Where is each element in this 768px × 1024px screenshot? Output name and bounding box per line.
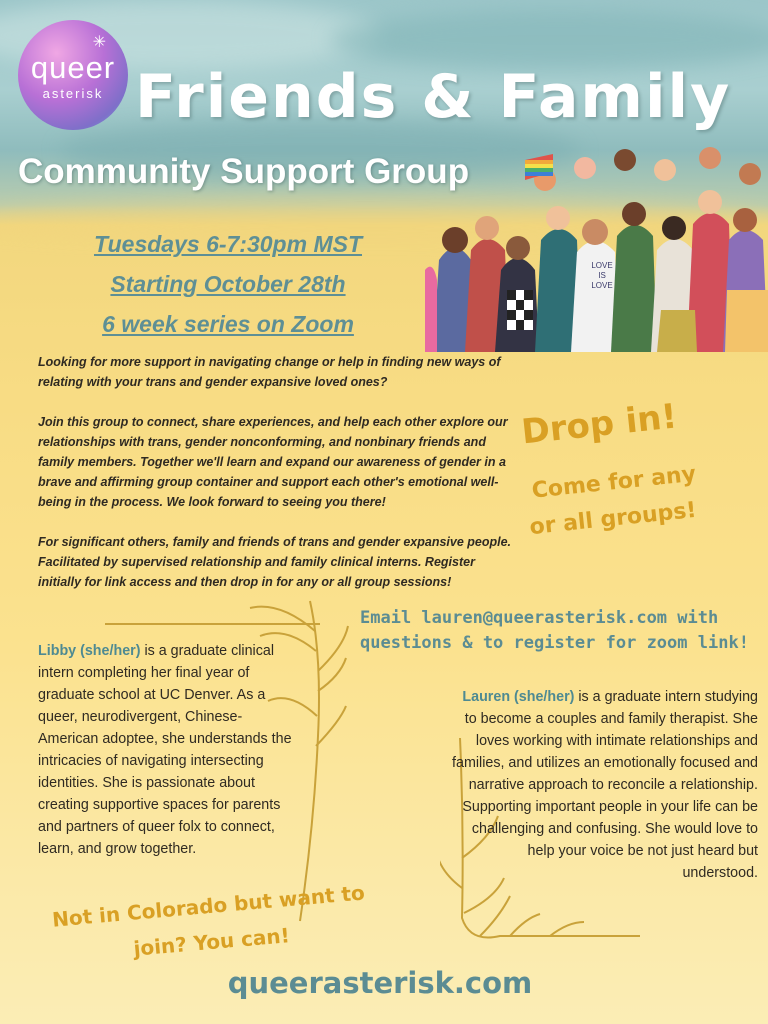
asterisk-icon: ✳	[92, 34, 106, 51]
crowd-sign-line1: LOVE	[591, 261, 613, 270]
email-callout: Email lauren@queerasterisk.com with questions & to register for zoom link!	[360, 608, 749, 653]
schedule-series-format: 6 week series on Zoom	[102, 311, 354, 337]
intro-paragraph: Join this group to connect, share experiences, and help each other explore our relationships with trans, gender nonconforming, and nonbinary friends and family members. Together we'll learn and expand our awareness of gender in a brave and affirming group container and support each other's emotional well-being in the process. We look forward to seeing you there!	[38, 415, 508, 509]
page-subtitle: Community Support Group	[18, 152, 470, 191]
logo-line2: asterisk	[42, 86, 104, 101]
sky-wash	[330, 10, 768, 70]
bio-text: is a graduate clinical intern completing her final year of graduate school at UC Denver. As a queer, neurodivergent, Chinese-American adoptee, she understands the intricacies of navigating intersecting identities. She is passionate about creating supportive spaces for parents and partners of queer folx to connect, learn, and grow together.	[38, 643, 292, 857]
bio-libby	[38, 640, 298, 860]
schedule-start-date: Starting October 28th	[110, 271, 346, 297]
not-in-colorado-line2: join? You can!	[132, 923, 291, 961]
crowd-sign-line2: IS	[598, 271, 606, 280]
website-url[interactable]: queerasterisk.com	[227, 966, 533, 1000]
drop-in-line: Come for any	[530, 461, 698, 504]
logo-line1: queer	[30, 50, 116, 85]
bio-name: Libby (she/her)	[38, 643, 141, 659]
queer-asterisk-logo	[18, 20, 128, 130]
not-in-colorado-line1: Not in Colorado but want to	[51, 880, 366, 932]
intro-paragraph: For significant others, family and friends of trans and gender expansive people. Facilitated by supervised relationship and family clinical interns. Register initially for link access and then drop in for any or all group sessions!	[38, 535, 512, 589]
not-in-colorado-callout	[18, 872, 403, 977]
schedule-block	[68, 224, 388, 344]
crowd-sign-line3: LOVE	[591, 281, 613, 290]
schedule-day-time: Tuesdays 6-7:30pm MST	[93, 231, 362, 257]
crowd-heads	[425, 147, 768, 352]
intro-text	[38, 352, 518, 612]
crowd-illustration	[425, 140, 768, 352]
drop-in-callout	[518, 388, 768, 546]
drop-in-headline: Drop in!	[519, 396, 679, 453]
bio-lauren	[452, 686, 758, 884]
drop-in-line: or all groups!	[528, 497, 698, 541]
bio-text: is a graduate intern studying to become a couples and family therapist. She loves working with intimate relationships and families, and utilizes an emotionally focused and narrative approach to reconcile a relationship. Supporting important people in your life can be challenging and confusing. She would love to help your voice be not just heard but understood.	[452, 689, 758, 881]
intro-paragraph: Looking for more support in navigating change or help in finding new ways of relating with your trans and gender expansive loved ones?	[38, 355, 501, 389]
bio-name: Lauren (she/her)	[462, 689, 575, 705]
page-title: Friends & Family	[135, 62, 732, 132]
